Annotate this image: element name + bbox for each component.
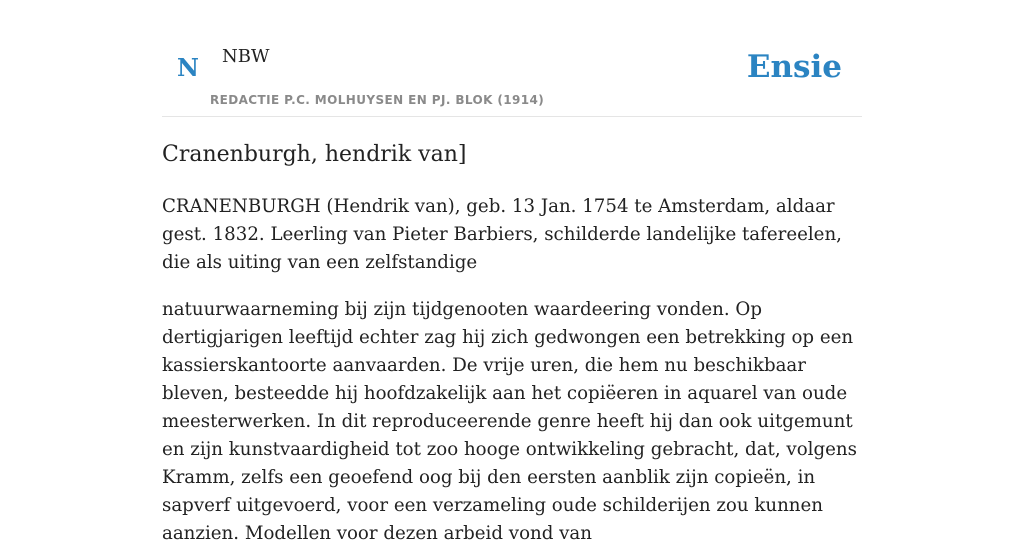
publication-subtitle: REDACTIE P.C. MOLHUYSEN EN PJ. BLOK (1914) [210, 93, 545, 107]
ensie-brand-logo[interactable]: Ensie [746, 49, 842, 85]
article-paragraph: CRANENBURGH (Hendrik van), geb. 13 Jan. 1754 te Amsterdam, aldaar gest. 1832. Leerling van Pieter Barbiers, schilderde landelijke tafereelen, die als uiting van een zelfstandige [162, 196, 842, 273]
article-paragraph: natuurwaarneming bij zijn tijdgenooten waardeering vonden. Op dertigjarigen leeftijd echter zag hij zich gedwongen een betrekking op een kassierskantoorte aanvaarden. De vrije uren, die hem nu beschikbaar bleven, besteedde hij hoofdzakelijk aan het copiëeren in aquarel van oude meesterwerken. In dit reproduceerende genre heeft hij dan ook uitgemunt en zijn kunstvaardigheid tot zoo hooge ontwikkeling gebracht, dat, volgens Kramm, zelfs een geoefend oog bij den eersten aanblik zijn copieën, in sapverf uitgevoerd, voor een verzameling oude schilderijen zou kunnen aanzien. Modellen voor dezen arbeid vond van [162, 299, 857, 544]
page-header [162, 30, 862, 117]
publication-title: NBW [222, 46, 270, 67]
article [162, 141, 866, 548]
publication-logo[interactable]: N [177, 53, 199, 82]
article-title: Cranenburgh, hendrik van] [162, 142, 467, 167]
